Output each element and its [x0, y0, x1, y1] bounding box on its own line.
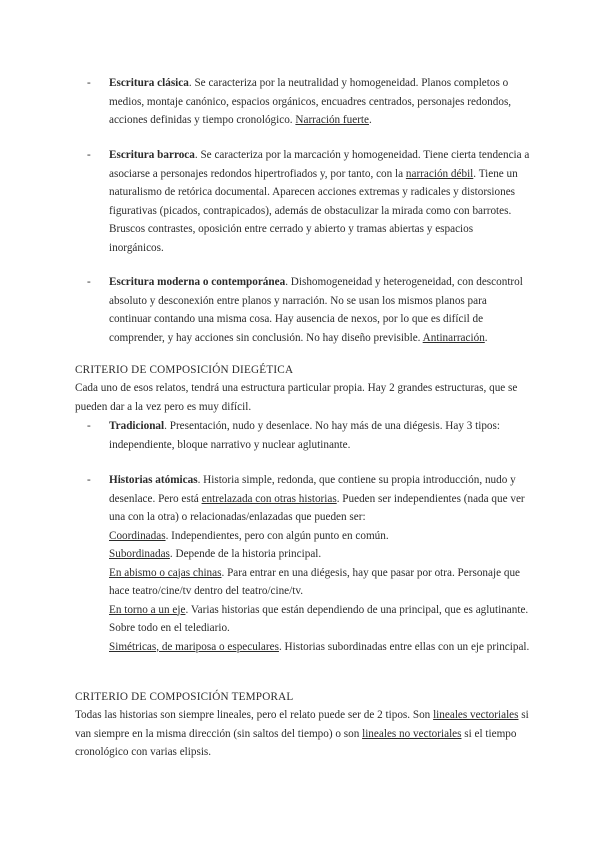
tradicional-text: . Presentación, nudo y desenlace. No hay más de una diégesis. Hay 3 tipos: independiente, bloque narrativo y nuclear aglutinante.: [109, 420, 500, 451]
escritura-barroca-paragraph: [92, 146, 530, 257]
bullet-dash: -: [87, 276, 91, 288]
historias-atomicas-block: [92, 471, 530, 656]
torno-text: . Varias historias que están dependiendo de una principal, que es aglutinante. Sobre todo en el telediario.: [109, 603, 529, 634]
temporal-paragraph: [75, 706, 535, 762]
coordinadas-term: Coordinadas: [109, 529, 166, 542]
historias-atomicas-text: . Historia simple, redonda, que contiene su propia introducción, nudo y desenlace. Pero está: [109, 474, 516, 505]
lineales-vectoriales-term: lineales vectoriales: [433, 709, 519, 721]
diegetica-intro: Cada uno de esos relatos, tendrá una estructura particular propia. Hay 2 grandes estructuras, que se pueden dar a la vez pero es muy difícil.: [75, 382, 518, 413]
bullet-dash: -: [87, 420, 91, 432]
torno-line: [109, 601, 530, 638]
subordinadas-term: Subordinadas: [109, 548, 170, 560]
list-item-escritura-clasica: [87, 74, 530, 130]
bullet-dash: -: [87, 77, 91, 89]
simetricas-line: [109, 638, 530, 657]
escritura-clasica-paragraph: [92, 74, 530, 130]
historias-atomicas-title: Historias atómicas: [109, 474, 198, 486]
temporal-text: Todas las historias son siempre lineales, pero el relato puede ser de 2 tipos. Son: [75, 709, 434, 721]
coordinadas-line: [109, 527, 530, 546]
simetricas-term: Simétricas, de mariposa o especulares: [109, 640, 279, 653]
simetricas-text: . Historias subordinadas entre ellas con un eje principal.: [278, 640, 530, 653]
tradicional-paragraph: [92, 417, 530, 454]
lineales-no-vectoriales-term: lineales no vectoriales: [362, 727, 462, 740]
narracion-debil-term: narración débil: [405, 167, 474, 180]
escritura-moderna-title: Escritura moderna o contemporánea: [109, 276, 286, 288]
narracion-fuerte-term: Narración fuerte: [295, 114, 370, 126]
abismo-text: . Para entrar en una diégesis, hay que pasar por otra. Personaje que hace teatro/cine/tv dentro del teatro/cine/tv.: [109, 566, 521, 597]
bullet-dash: -: [87, 474, 91, 486]
bullet-dash: -: [87, 149, 91, 161]
antinarracion-term: Antinarración: [422, 331, 485, 344]
escritura-clasica-title: Escritura clásica: [109, 77, 189, 89]
list-item-escritura-barroca: [87, 146, 530, 257]
entrelazada-term: entrelazada con otras historias: [201, 492, 337, 505]
period: .: [484, 331, 488, 344]
escritura-moderna-paragraph: [92, 273, 530, 347]
subordinadas-line: [109, 545, 530, 564]
temporal-text-2: si van siempre en la misma dirección (sin saltos del tiempo) o son: [75, 709, 529, 740]
subordinadas-text: . Depende de la historia principal.: [169, 548, 322, 560]
list-item-tradicional: [87, 417, 530, 454]
escritura-clasica-text: . Se caracteriza por la neutralidad y homogeneidad. Planos completos o medios, montaje canónico, espacios orgánicos, encuadres centrados, personajes redondos, acciones definidas y tiempo cronológico.: [109, 77, 512, 126]
abismo-term: En abismo o cajas chinas: [109, 566, 222, 579]
list-item-escritura-moderna: [87, 273, 530, 347]
period: .: [369, 114, 372, 126]
historias-atomicas-text-2: . Pueden ser independientes (nada que ver una con la otra) o relacionadas/enlazadas que pueden ser:: [109, 492, 525, 523]
temporal-text-3: si el tiempo cronológico con varias elipsis.: [75, 727, 517, 758]
coordinadas-text: . Independientes, pero con algún punto en común.: [165, 529, 389, 542]
escritura-moderna-text: . Dishomogeneidad y heterogeneidad, con descontrol absoluto y desconexión entre planos y narración. No se usan los mismos planos para continuar contando una misma cosa. Hay ausencia de nexos, por lo que es difícil de comprender, y hay acciones sin conclusión. No hay diseño previsible.: [109, 276, 523, 344]
escritura-barroca-title: Escritura barroca: [109, 149, 195, 161]
tradicional-title: Tradicional: [109, 420, 165, 432]
torno-term: En torno a un eje: [109, 603, 186, 616]
historias-atomicas-paragraph: [109, 471, 530, 527]
escritura-barroca-text-2: . Tiene un naturalismo de retórica documental. Aparecen acciones extremas y radicales y distorsiones figurativas (picados, contrapicados), además de obstaculizar la mirada como con barrotes. Bruscos contrastes, oposición entre cerrado y abierto y tramas abiertas y espacios inorgánicos.: [109, 167, 518, 254]
escritura-barroca-text: . Se caracteriza por la marcación y homogeneidad. Tiene cierta tendencia a asociarse a personajes redondos hipertrofiados y, por tanto, con la: [109, 149, 530, 180]
abismo-line: [109, 564, 530, 601]
heading-diegetica: CRITERIO DE COMPOSICIÓN DIEGÉTICA: [75, 364, 294, 376]
list-item-historias-atomicas: [87, 471, 530, 656]
heading-temporal: CRITERIO DE COMPOSICIÓN TEMPORAL: [75, 691, 294, 703]
